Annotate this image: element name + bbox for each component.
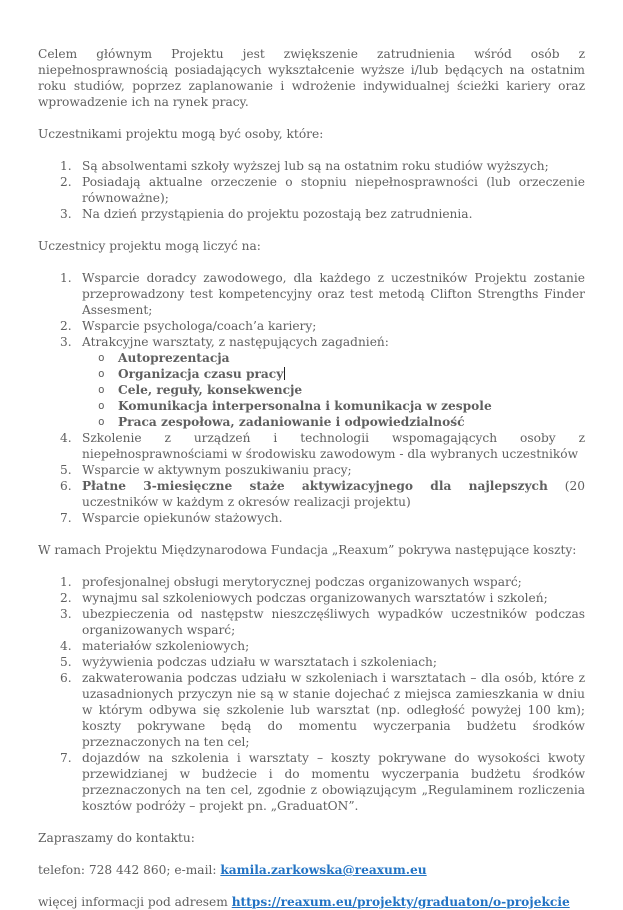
workshop-item-text: Cele, reguły, konsekwencje (118, 383, 303, 397)
list-item (38, 430, 585, 462)
item-text-rest: (20 uczestników w każdym z okresów realizacji projektu) (82, 479, 586, 509)
item-number: 5. (60, 655, 72, 669)
workshop-item-text: Autoprezentacja (118, 351, 230, 365)
item-text: Wsparcie psychologa/coach’a kariery; (82, 319, 317, 333)
item-text: Na dzień przystąpienia do projektu pozostają bez zatrudnienia. (82, 207, 473, 221)
list-item (38, 750, 585, 814)
sub-bullet-marker: o (98, 383, 105, 396)
list-item (38, 174, 585, 206)
item-text: wyżywienia podczas udziału w warsztatach i szkoleniach; (82, 655, 438, 669)
costs-heading: W ramach Projektu Międzynarodowa Fundacja „Reaxum” pokrywa następujące koszty: (38, 543, 577, 557)
list-item (38, 590, 585, 606)
item-number: 2. (60, 591, 72, 605)
item-text: Atrakcyjne warsztaty, z następujących zagadnień: (82, 335, 389, 349)
intro-paragraph: Celem głównym Projektu jest zwiększenie zatrudnienia wśród osób z niepełnosprawnością posiadających wykształcenie wyższe i/lub będących na ostatnim roku studiów, poprzez zaplanowanie i wdrożenie indywidualnej ścieżki kariery oraz wprowadzenie ich na rynek pracy. (38, 47, 585, 109)
list-item (38, 638, 585, 654)
item-number: 3. (60, 207, 72, 221)
list-item (38, 574, 585, 590)
item-number: 3. (60, 335, 72, 349)
more-info-text: więcej informacji pod adresem (38, 895, 232, 909)
workshop-item (82, 414, 585, 430)
benefits-heading: Uczestnicy projektu mogą liczyć na: (38, 239, 261, 253)
list-item (38, 462, 585, 478)
workshop-item (82, 366, 585, 382)
sub-bullet-marker: o (98, 367, 105, 380)
workshop-item-text: Organizacja czasu pracy (118, 367, 284, 381)
list-item (38, 158, 585, 174)
item-number: 6. (60, 479, 72, 493)
item-text: dojazdów na szkolenia i warsztaty – koszty pokrywane do wysokości kwoty przewidzianej w budżecie i do momentu wyczerpania budżetu środków przeznaczonych na ten cel, zgodnie z obowiązującym „Regulaminem rozliczenia kosztów podróży – projekt pn. „GraduatON”. (82, 751, 585, 813)
list-item (38, 206, 585, 222)
list-item (38, 510, 585, 526)
costs-list (38, 574, 585, 814)
workshop-item (82, 382, 585, 398)
item-number: 6. (60, 671, 72, 685)
email-link[interactable]: kamila.zarkowska@reaxum.eu (220, 863, 427, 877)
website-link[interactable]: https://reaxum.eu/projekty/graduaton/o-projekcie (231, 895, 570, 909)
text-cursor (284, 367, 285, 380)
list-item (38, 606, 585, 638)
phone-email-text: telefon: 728 442 860; e-mail: (38, 863, 221, 877)
more-info-line (38, 894, 585, 910)
benefits-list (38, 270, 585, 526)
eligibility-list (38, 158, 585, 222)
list-item (38, 478, 585, 510)
sub-bullet-marker: o (98, 399, 105, 412)
list-item (38, 670, 585, 750)
item-text (82, 478, 585, 510)
contact-heading: Zapraszamy do kontaktu: (38, 831, 195, 845)
item-text: Wsparcie w aktywnym poszukiwaniu pracy; (82, 463, 352, 477)
item-number: 2. (60, 319, 72, 333)
item-number: 5. (60, 463, 72, 477)
list-item (38, 318, 585, 334)
item-text: profesjonalnej obsługi merytorycznej podczas organizowanych wsparć; (82, 575, 522, 589)
item-text: wynajmu sal szkoleniowych podczas organizowanych warsztatów i szkoleń; (82, 591, 548, 605)
item-number: 1. (60, 575, 72, 589)
item-number: 2. (60, 175, 72, 189)
item-text: zakwaterowania podczas udziału w szkoleniach i warsztatach – dla osób, które z uzasadnionych przyczyn nie są w stanie dojechać z miejsca zamieszkania w dniu w którym odbywa się szkolenie lub warsztat (np. odległość powyżej 100 km); koszty pokrywane będą do momentu wyczerpania budżetu środków przeznaczonych na ten cel; (82, 671, 585, 749)
item-text: Szkolenie z urządzeń i technologii wspomagających osoby z niepełnosprawnościami w środowisku zawodowym - dla wybranych uczestników (82, 431, 585, 461)
item-number: 3. (60, 607, 72, 621)
item-text-bold: Płatne 3-miesięczne staże aktywizacyjnego dla najlepszych (82, 479, 548, 493)
item-text: Posiadają aktualne orzeczenie o stopniu niepełnosprawności (lub orzeczenie równoważne); (82, 175, 585, 205)
item-number: 4. (60, 639, 72, 653)
item-number: 4. (60, 431, 72, 445)
item-number: 7. (60, 511, 72, 525)
workshop-item (82, 398, 585, 414)
sub-bullet-marker: o (98, 351, 105, 364)
item-number: 1. (60, 271, 72, 285)
list-item (38, 270, 585, 318)
item-text: Wsparcie doradcy zawodowego, dla każdego z uczestników Projektu zostanie przeprowadzony test kompetencyjny oraz test metodą Clifton Strengths Finder Assesment; (82, 271, 585, 317)
eligibility-heading: Uczestnikami projektu mogą być osoby, które: (38, 127, 324, 141)
item-text: Wsparcie opiekunów stażowych. (82, 511, 283, 525)
list-item (38, 334, 585, 430)
item-number: 1. (60, 159, 72, 173)
item-number: 7. (60, 751, 72, 765)
list-item (38, 654, 585, 670)
item-text: materiałów szkoleniowych; (82, 639, 250, 653)
item-text: Są absolwentami szkoły wyższej lub są na ostatnim roku studiów wyższych; (82, 159, 549, 173)
workshop-item-text: Praca zespołowa, zadaniowanie i odpowiedzialność (118, 415, 465, 429)
phone-email-line (38, 862, 585, 878)
workshop-item (82, 350, 585, 366)
sub-bullet-marker: o (98, 415, 105, 428)
item-text: ubezpieczenia od następstw nieszczęśliwych wypadków uczestników podczas organizowanych wsparć; (82, 607, 585, 637)
workshop-item-text: Komunikacja interpersonalna i komunikacja w zespole (118, 399, 492, 413)
